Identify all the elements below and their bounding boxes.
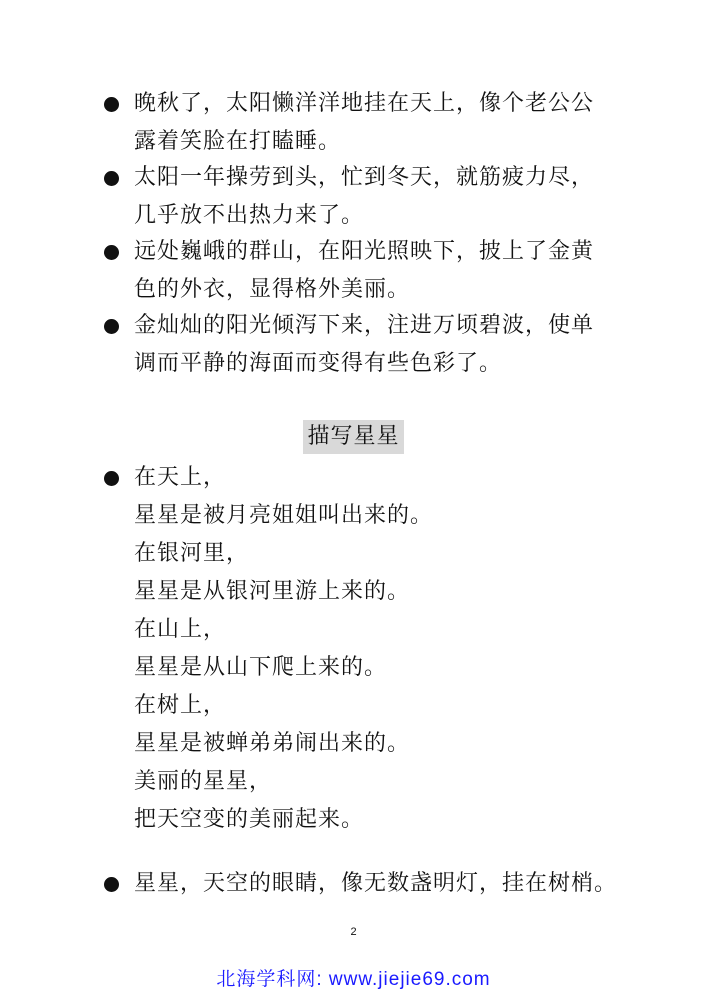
poem-line: 在山上， bbox=[134, 617, 227, 642]
bullet-dot-icon bbox=[104, 97, 119, 112]
bullet-dot-icon bbox=[104, 245, 119, 260]
poem-line: 在天上， bbox=[134, 465, 227, 490]
bullet-line: 色的外衣，显得格外美丽。 bbox=[134, 277, 411, 302]
bullet-dot-icon bbox=[104, 877, 119, 892]
bullet-line: 调而平静的海面而变得有些色彩了。 bbox=[134, 351, 503, 376]
poem-line: 在银河里， bbox=[134, 541, 250, 566]
bullet-line: 太阳一年操劳到头，忙到冬天，就筋疲力尽， bbox=[134, 165, 595, 190]
poem-line: 把天空变的美丽起来。 bbox=[134, 807, 365, 832]
poem-line: 美丽的星星， bbox=[134, 769, 273, 794]
page-number: 2 bbox=[350, 926, 357, 938]
footer-watermark: 北海学科网: www.jiejie69.com bbox=[216, 969, 491, 990]
bullet-line: 露着笑脸在打瞌睡。 bbox=[134, 129, 342, 154]
section-title-text: 描写星星 bbox=[303, 420, 403, 454]
bullet-dot-icon bbox=[104, 171, 119, 186]
poem-line: 星星是被月亮姐姐叫出来的。 bbox=[134, 503, 434, 528]
bullet-dot-icon bbox=[104, 319, 119, 334]
bullet-line: 晚秋了，太阳懒洋洋地挂在天上，像个老公公 bbox=[134, 91, 595, 116]
bullet-line: 几乎放不出热力来了。 bbox=[134, 203, 365, 228]
poem-line: 在树上， bbox=[134, 693, 227, 718]
bullet-line: 金灿灿的阳光倾泻下来，注进万顷碧波，使单 bbox=[134, 313, 595, 338]
bullet-line: 远处巍峨的群山，在阳光照映下，披上了金黄 bbox=[134, 239, 595, 264]
poem-line: 星星是从山下爬上来的。 bbox=[134, 655, 388, 680]
bullet-dot-icon bbox=[104, 471, 119, 486]
section-title bbox=[0, 420, 707, 454]
poem-line: 星星是从银河里游上来的。 bbox=[134, 579, 411, 604]
bullet-line: 星星，天空的眼睛，像无数盏明灯，挂在树梢。 bbox=[134, 871, 618, 896]
poem-line: 星星是被蝉弟弟闹出来的。 bbox=[134, 731, 411, 756]
